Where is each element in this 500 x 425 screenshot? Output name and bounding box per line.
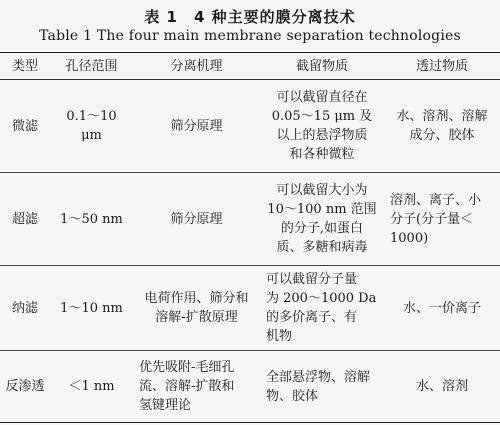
cell-permeate: 水、一价离子 bbox=[384, 266, 500, 351]
cell-retained: 全部悬浮物、溶解 物、胶体 bbox=[260, 351, 384, 423]
header-row bbox=[0, 53, 500, 80]
table-row-microfiltration bbox=[0, 80, 500, 173]
cell-type: 纳滤 bbox=[0, 266, 50, 351]
header-pore-range: 孔径范围 bbox=[50, 53, 133, 80]
cell-retained: 可以截留分子量 为 200～1000 Da 的多价离子、有 机物 bbox=[260, 266, 384, 351]
cell-retained: 可以截留直径在 0.05～15 μm 及 以上的悬浮物质 和各种微粒 bbox=[260, 80, 384, 173]
cell-pore-range: 1～10 nm bbox=[50, 266, 133, 351]
table-title-chinese: 表 1 4 种主要的膜分离技术 bbox=[144, 8, 356, 26]
cell-permeate: 水、溶剂、溶解 成分、胶体 bbox=[384, 80, 500, 173]
cell-type: 微滤 bbox=[0, 80, 50, 173]
cell-pore-range: 0.1～10 μm bbox=[50, 80, 133, 173]
cell-mechanism: 优先吸附-毛细孔 流、溶解-扩散和 氢键理论 bbox=[133, 351, 260, 423]
cell-pore-range: ＜1 nm bbox=[50, 351, 133, 423]
table-row-nanofiltration bbox=[0, 266, 500, 351]
header-mechanism: 分离机理 bbox=[133, 53, 260, 80]
table-row-reverse-osmosis bbox=[0, 351, 500, 423]
cell-type: 超滤 bbox=[0, 173, 50, 266]
membrane-technology-table bbox=[0, 52, 500, 423]
cell-permeate: 水、溶剂 bbox=[384, 351, 500, 423]
cell-pore-range: 1～50 nm bbox=[50, 173, 133, 266]
cell-retained: 可以截留大小为 10～100 nm 范围 的分子,如蛋白 质、多糖和病毒 bbox=[260, 173, 384, 266]
cell-type: 反渗透 bbox=[0, 351, 50, 423]
header-permeate: 透过物质 bbox=[384, 53, 500, 80]
cell-permeate: 溶剂、离子、小 分子(分子量＜ 1000) bbox=[384, 173, 500, 266]
table-row-ultrafiltration bbox=[0, 173, 500, 266]
cell-mechanism: 筛分原理 bbox=[133, 173, 260, 266]
table-title-english: Table 1 The four main membrane separation technologies bbox=[39, 28, 461, 44]
header-type: 类型 bbox=[0, 53, 50, 80]
header-retained: 截留物质 bbox=[260, 53, 384, 80]
cell-mechanism: 筛分原理 bbox=[133, 80, 260, 173]
cell-mechanism: 电荷作用、筛分和 溶解-扩散原理 bbox=[133, 266, 260, 351]
